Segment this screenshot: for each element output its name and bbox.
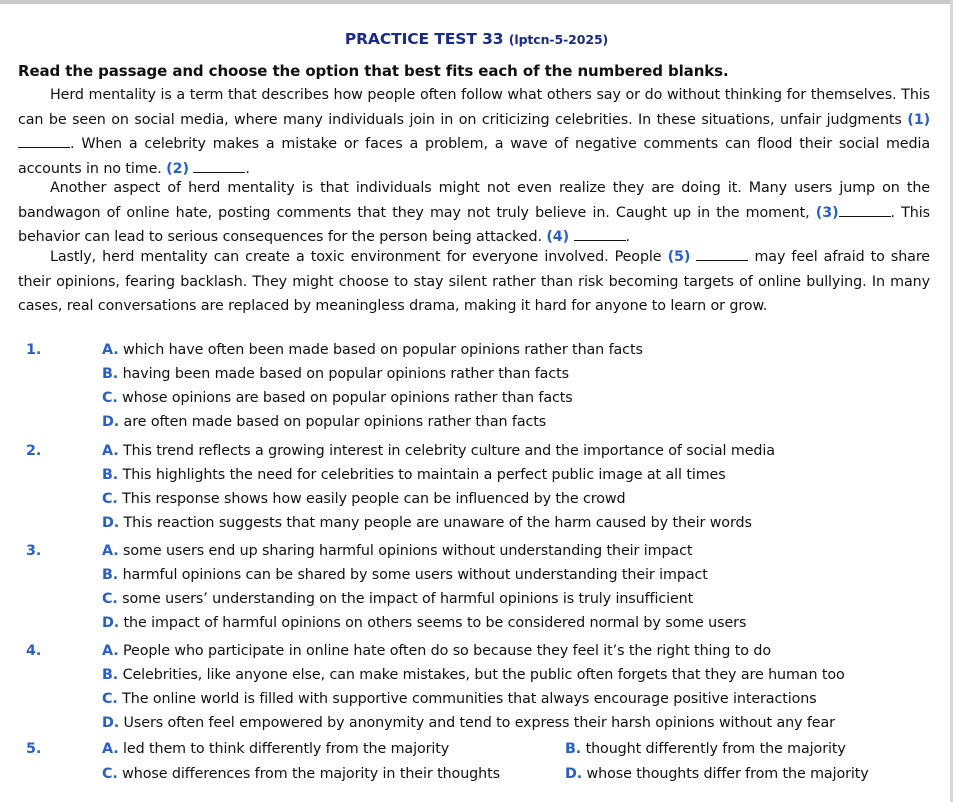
blank-1	[18, 135, 70, 148]
title-text: PRACTICE TEST 33	[344, 30, 504, 48]
option-letter: C.	[102, 591, 118, 607]
question-3-option-c[interactable]	[14, 591, 939, 615]
question-1-option-d[interactable]	[14, 414, 939, 438]
option-text: having been made based on popular opinions rather than facts	[118, 366, 569, 382]
text: .	[625, 229, 630, 245]
question-number: 1.	[26, 342, 42, 358]
text: Herd mentality is a term that describes how people often follow what others say or do without thinking for themselves. This can be seen on social media, where many individuals join in on criticizing celebrities. In these situations, unfair judgments	[18, 87, 930, 128]
option-text: some users end up sharing harmful opinions without understanding their impact	[118, 543, 693, 559]
question-2-option-a[interactable]	[14, 443, 939, 467]
option-text: which have often been made based on popular opinions rather than facts	[118, 342, 643, 358]
blank-2	[193, 160, 245, 173]
option-text: whose thoughts differ from the majority	[582, 766, 869, 782]
text: may feel afraid to share their opinions, fearing backlash. They might choose to stay silent rather than risk becoming targets of online bullying. In many cases, real conversations are replaced by meaningless drama, making it hard for anyone to learn or grow.	[18, 249, 931, 314]
blank-number-4: (4)	[546, 229, 570, 245]
option-letter: B.	[102, 467, 119, 483]
instruction: Read the passage and choose the option that best fits each of the numbered blanks.	[18, 62, 729, 80]
question-2-option-c[interactable]	[14, 491, 939, 515]
passage-paragraph-2	[18, 176, 930, 250]
option-letter: D.	[102, 414, 120, 430]
option-text: This highlights the need for celebrities to maintain a perfect public image at all times	[118, 467, 726, 483]
option-letter: C.	[102, 766, 118, 782]
option-letter: A.	[102, 443, 119, 459]
option-letter: D.	[102, 715, 120, 731]
option-text: whose opinions are based on popular opinions rather than facts	[117, 390, 573, 406]
option-letter: B.	[102, 366, 119, 382]
title-code: (lptcn-5-2025)	[508, 32, 609, 47]
text: . This behavior can lead to serious consequences for the person being attacked.	[18, 204, 930, 245]
question-number: 2.	[26, 443, 42, 459]
option-text: whose differences from the majority in their thoughts	[117, 766, 500, 782]
option-letter: C.	[102, 390, 118, 406]
option-text: are often made based on popular opinions rather than facts	[119, 414, 547, 430]
passage-paragraph-1	[18, 83, 930, 181]
option-letter: D.	[102, 515, 120, 531]
question-5-option-a[interactable]	[102, 741, 449, 757]
question-4-option-a[interactable]	[14, 643, 939, 667]
blank-number-3: (3)	[815, 204, 839, 221]
option-text: Users often feel empowered by anonymity and tend to express their harsh opinions without any fear	[119, 715, 835, 731]
question-number: 5.	[26, 741, 42, 757]
question-1-option-c[interactable]	[14, 390, 939, 414]
option-letter: D.	[565, 766, 583, 782]
question-3-option-a[interactable]	[14, 543, 939, 567]
question-5-option-c[interactable]	[102, 766, 500, 782]
question-3-option-d[interactable]	[14, 615, 939, 639]
blank-5	[696, 248, 748, 261]
question-number: 3.	[26, 543, 42, 559]
option-text: led them to think differently from the majority	[118, 741, 450, 757]
question-2-option-d[interactable]	[14, 515, 939, 539]
blank-number-1: (1)	[907, 111, 930, 128]
option-text: Celebrities, like anyone else, can make mistakes, but the public often forgets that they are human too	[118, 667, 845, 683]
page-title	[14, 30, 939, 48]
blank-number-5: (5)	[667, 249, 691, 265]
question-3-option-b[interactable]	[14, 567, 939, 591]
option-letter: C.	[102, 691, 118, 707]
option-text: The online world is filled with supportive communities that always encourage positive interactions	[117, 691, 817, 707]
text: Lastly, herd mentality can create a toxic environment for everyone involved. People	[50, 249, 668, 265]
question-4-option-c[interactable]	[14, 691, 939, 715]
option-text: thought differently from the majority	[581, 741, 846, 757]
blank-number-2: (2)	[166, 160, 189, 177]
option-text: This response shows how easily people can be influenced by the crowd	[117, 491, 626, 507]
option-letter: B.	[102, 667, 119, 683]
question-5-option-b[interactable]	[565, 741, 846, 757]
question-number: 4.	[26, 643, 42, 659]
option-letter: B.	[565, 741, 582, 757]
question-1-option-b[interactable]	[14, 366, 939, 390]
option-text: This trend reflects a growing interest in celebrity culture and the importance of social media	[118, 443, 775, 459]
window-top-border	[0, 0, 953, 4]
text: Another aspect of herd mentality is that individuals might not even realize they are doing it. Many users jump on the bandwagon of online hate, posting comments that they may not truly believe in. Caught up in the moment,	[18, 180, 930, 221]
option-letter: A.	[102, 342, 119, 358]
blank-3	[839, 204, 891, 217]
text: . When a celebrity makes a mistake or faces a problem, a wave of negative comments can flood their social media accounts in no time.	[18, 136, 930, 177]
question-5-row-1	[14, 741, 939, 765]
option-letter: A.	[102, 543, 119, 559]
text: .	[245, 160, 250, 177]
option-letter: B.	[102, 567, 119, 583]
option-text: People who participate in online hate often do so because they feel it’s the right thing to do	[118, 643, 771, 659]
option-text: some users’ understanding on the impact of harmful opinions is truly insufficient	[117, 591, 694, 607]
option-letter: A.	[102, 643, 119, 659]
question-5-row-2	[14, 766, 939, 790]
option-letter: D.	[102, 615, 120, 631]
option-letter: A.	[102, 741, 119, 757]
option-text: the impact of harmful opinions on others seems to be considered normal by some users	[119, 615, 747, 631]
option-text: harmful opinions can be shared by some users without understanding their impact	[118, 567, 708, 583]
option-text: This reaction suggests that many people are unaware of the harm caused by their words	[119, 515, 752, 531]
question-5-option-d[interactable]	[565, 766, 869, 782]
passage-paragraph-3	[18, 245, 930, 319]
question-1-option-a[interactable]	[14, 342, 939, 366]
question-4-option-b[interactable]	[14, 667, 939, 691]
option-letter: C.	[102, 491, 118, 507]
blank-4	[574, 228, 626, 241]
question-4-option-d[interactable]	[14, 715, 939, 739]
question-2-option-b[interactable]	[14, 467, 939, 491]
